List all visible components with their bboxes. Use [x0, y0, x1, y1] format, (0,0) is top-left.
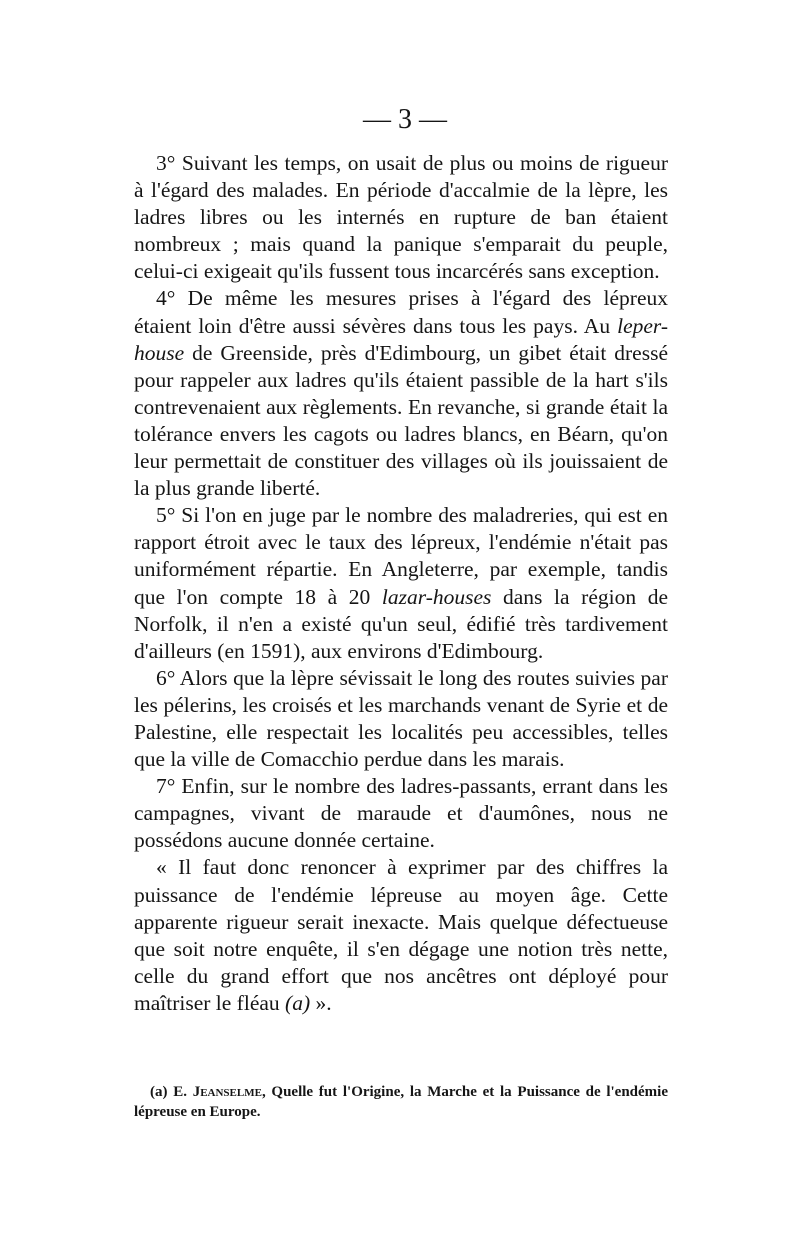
footnote-marker: (a)	[150, 1084, 168, 1100]
paragraph-text: 6° Alors que la lèpre sévissait le long des routes suivies par les pélerins, les croisés et les marchands venant de Syrie et de Palestine, elle respectait les localités peu accessibles, telles que la ville de Comacchio perdue dans les marais.	[134, 665, 668, 772]
paragraph-text: 4° De même les mesures prises à l'égard des lépreux étaient loin d'être aussi sévères dans tous les pays. Au	[134, 286, 668, 338]
quotation-paragraph	[134, 854, 668, 1017]
footnote-author: E. Jeanselme,	[173, 1084, 266, 1100]
paragraph-text: 5° Si l'on en juge par le nombre des maladreries, qui est en rapport étroit avec le taux des lépreux, l'endémie n'était pas uniformément répartie. En Angleterre, par exemple, tandis que l'on compte 18 à 20	[134, 503, 668, 609]
footnote-reference: (a)	[285, 990, 311, 1015]
footnote	[134, 1082, 668, 1122]
paragraph-text: « Il faut donc renoncer à exprimer par des chiffres la puissance de l'endémie lépreuse au moyen âge. Cette apparente rigueur serait inexacte. Mais quelque défectueuse que soit notre enquête, il s'en dégage une notion très nette, celle du grand effort que nos ancêtres ont déployé pour maîtriser le fléau	[134, 855, 668, 1015]
italic-term: leper-house	[134, 313, 668, 365]
footnote-text: Quelle fut l'Origine, la Marche et la Puissance de l'endémie lépreuse en Europe.	[134, 1084, 669, 1120]
paragraph-text: 3° Suivant les temps, on usait de plus ou moins de rigueur à l'égard des malades. En période d'accalmie de la lèpre, les ladres libres ou les internés en rupture de ban étaient nombreux ; mais quand la panique s'emparait du peuple, celui-ci exigeait qu'ils fussent tous incarcérés sans exception.	[134, 151, 668, 284]
paragraph-text: de Greenside, près d'Edimbourg, un gibet était dressé pour rappeler aux ladres qu'ils étaient passible de la hart s'ils contrevenaient aux règlements. En revanche, si grande était la tolérance envers les cagots ou ladres blancs, en Béarn, qu'on leur permettait de constituer des villages où ils jouissaient de la plus grande liberté.	[134, 340, 668, 501]
paragraph-7	[134, 773, 668, 854]
paragraph-3	[134, 150, 668, 285]
paragraph-6	[134, 665, 668, 773]
page-number: — 3 —	[363, 104, 447, 135]
body-text	[134, 150, 668, 1017]
paragraph-text: dans la région de Norfolk, il n'en a existé qu'un seul, édifié très tardivement d'ailleurs (en 1591), aux environs d'Edimbourg.	[134, 584, 668, 663]
paragraph-text: 7° Enfin, sur le nombre des ladres-passants, errant dans les campagnes, vivant de maraude et d'aumônes, nous ne possédons aucune donnée certaine.	[134, 774, 668, 853]
paragraph-text: ».	[310, 990, 332, 1015]
footnote-line	[134, 1082, 668, 1122]
paragraph-4	[134, 285, 668, 502]
italic-term: lazar-houses	[381, 584, 492, 609]
paragraph-5	[134, 502, 668, 665]
